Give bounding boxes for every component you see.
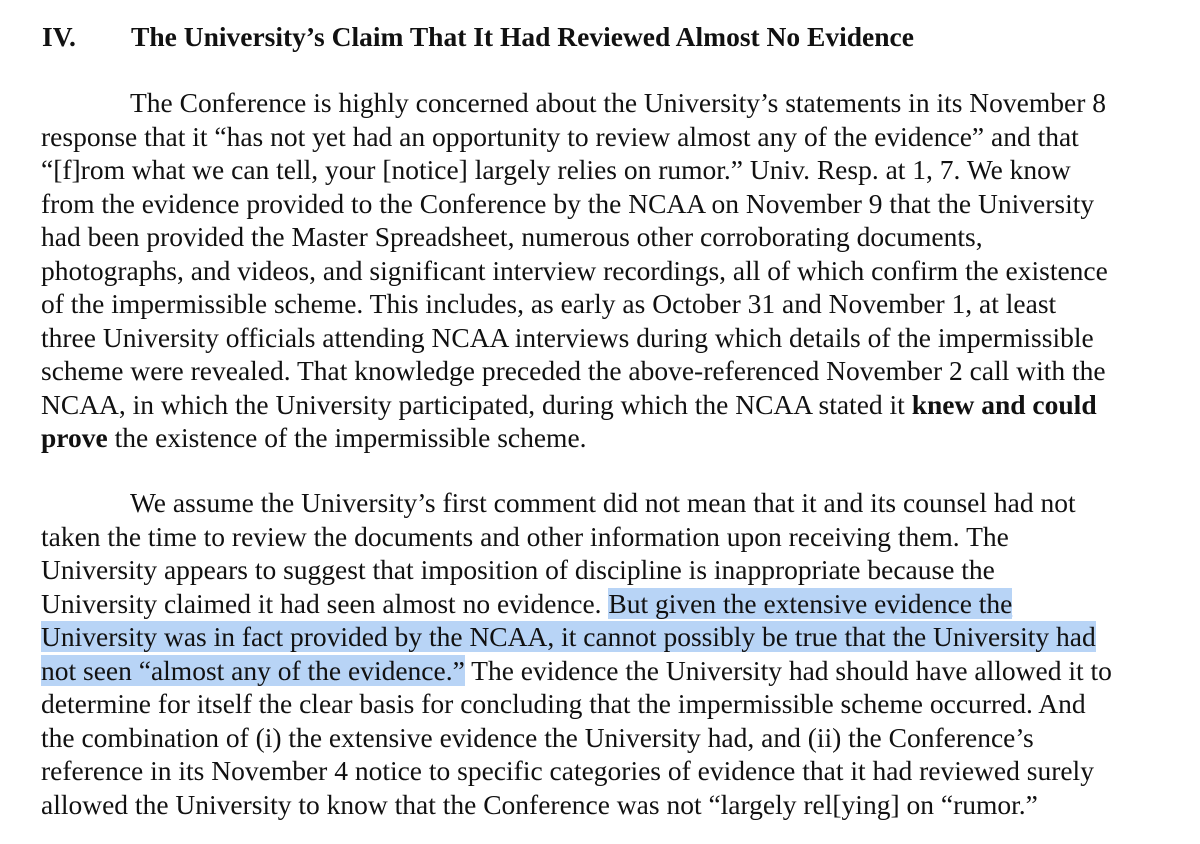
paragraph-line: “[f]rom what we can tell, your [notice] largely relies on rumor.” Univ. Resp. at 1, 7. We know bbox=[41, 154, 1071, 185]
paragraph-1 bbox=[41, 86, 1181, 455]
paragraph-line: taken the time to review the documents and other information upon receiving them. The bbox=[41, 520, 1009, 552]
paragraph-line: We assume the University’s first comment did not mean that it and its counsel had not bbox=[130, 487, 1076, 518]
paragraph-text: The evidence the University had should have allowed it to bbox=[464, 654, 1112, 686]
paragraph-2 bbox=[41, 486, 1181, 821]
paragraph-line: three University officials attending NCAA interviews during which details of the impermissible bbox=[41, 321, 1094, 353]
text-highlight[interactable]: not seen “almost any of the evidence.” bbox=[41, 654, 465, 686]
paragraph-text: the existence of the impermissible scheme. bbox=[107, 422, 587, 453]
paragraph-line: The Conference is highly concerned about the University’s statements in its November 8 bbox=[130, 87, 1106, 118]
paragraph-line: from the evidence provided to the Conference by the NCAA on November 9 that the University bbox=[41, 187, 1095, 219]
paragraph-line bbox=[41, 620, 1181, 654]
text-highlight[interactable]: University was in fact provided by the NCAA, it cannot possibly be true that the University had bbox=[41, 621, 1096, 652]
paragraph-line: determine for itself the clear basis for concluding that the impermissible scheme occurred. And bbox=[41, 688, 1086, 719]
section-heading bbox=[42, 20, 914, 54]
paragraph-line: had been provided the Master Spreadsheet, numerous other corroborating documents, bbox=[41, 221, 983, 252]
paragraph-line: photographs, and videos, and significant interview recordings, all of which confirm the existence bbox=[41, 254, 1108, 286]
paragraph-line bbox=[41, 421, 1181, 455]
paragraph-line bbox=[41, 587, 1181, 621]
bold-emphasis: knew and could bbox=[911, 388, 1097, 420]
text-highlight[interactable]: But given the extensive evidence the bbox=[608, 587, 1013, 619]
paragraph-line: allowed the University to know that the Conference was not “largely rel[ying] on “rumor.” bbox=[41, 788, 1038, 820]
paragraph-line: reference in its November 4 notice to specific categories of evidence that it had reviewed surely bbox=[41, 755, 1094, 786]
paragraph-text: University claimed it had seen almost no evidence. bbox=[41, 587, 609, 619]
paragraph-line: response that it “has not yet had an opportunity to review almost any of the evidence” and that bbox=[41, 120, 1079, 152]
paragraph-line: scheme were revealed. That knowledge preceded the above-referenced November 2 call with the bbox=[41, 355, 1106, 386]
section-title: The University’s Claim That It Had Reviewed Almost No Evidence bbox=[131, 21, 914, 52]
paragraph-line: University appears to suggest that imposition of discipline is inappropriate because the bbox=[41, 554, 995, 585]
paragraph-line: of the impermissible scheme. This includes, as early as October 31 and November 1, at least bbox=[41, 288, 1057, 319]
paragraph-line: the combination of (i) the extensive evidence the University had, and (ii) the Conference’s bbox=[41, 721, 1034, 753]
paragraph-line bbox=[41, 654, 1181, 688]
paragraph-text: NCAA, in which the University participated, during which the NCAA stated it bbox=[41, 388, 912, 420]
section-number: IV. bbox=[42, 21, 76, 52]
bold-emphasis: prove bbox=[41, 422, 108, 453]
paragraph-line bbox=[41, 388, 1181, 422]
